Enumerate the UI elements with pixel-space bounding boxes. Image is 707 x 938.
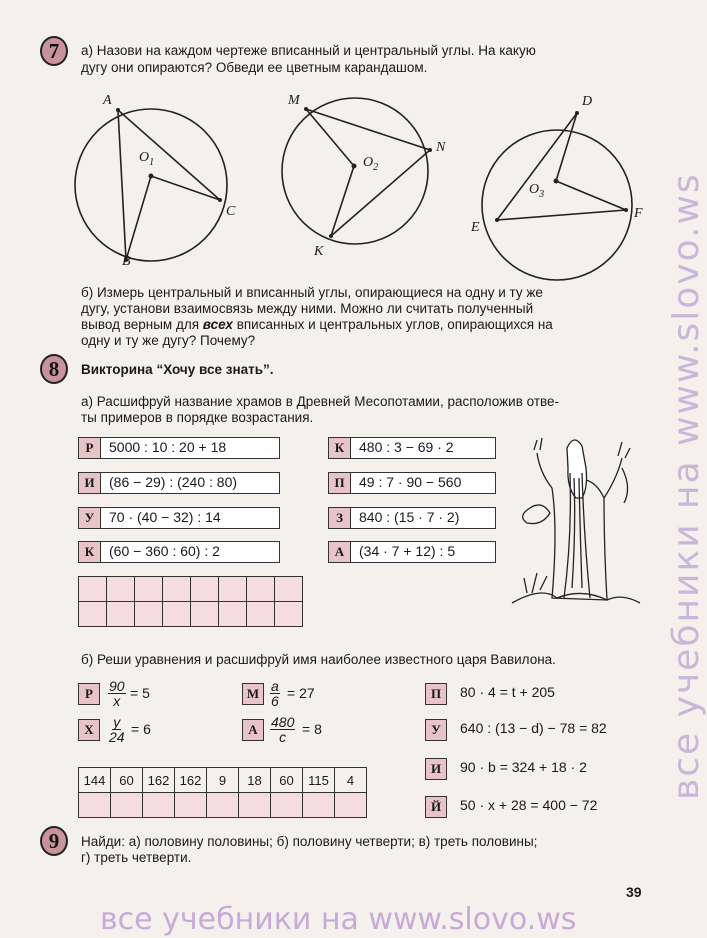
task-8-part-b: б) Реши уравнения и расшифруй имя наиболее известного царя Вавилона.	[81, 652, 556, 667]
example-box	[78, 437, 280, 459]
example-expression: 5000 : 10 : 20 + 18	[109, 439, 227, 455]
eq-text: 90 · b = 324 + 18 · 2	[460, 759, 587, 775]
example-box	[78, 472, 280, 494]
eq-fraction: $\frac{90}{x}$	[109, 678, 125, 709]
label-K: K	[314, 244, 324, 259]
eq-letter-m: М	[242, 683, 264, 705]
eq-text: 80 · 4 = t + 205	[460, 684, 555, 700]
inscribed-angle-3	[497, 113, 626, 220]
label-A: A	[103, 93, 112, 108]
example-letter: К	[329, 438, 351, 458]
example-box	[78, 541, 280, 563]
example-box	[328, 541, 496, 563]
eq-letter-u: У	[425, 719, 447, 741]
example-box	[328, 437, 496, 459]
example-letter: К	[79, 542, 101, 562]
answer-cell: 4	[335, 768, 367, 793]
label-M: M	[288, 93, 300, 108]
central-angle-2	[306, 109, 354, 236]
eq-rest: = 8	[302, 721, 322, 737]
example-letter: П	[329, 473, 351, 493]
example-letter: З	[329, 508, 351, 528]
eq-fraction: $\frac{480}{c}$	[271, 714, 295, 745]
label-C: C	[226, 204, 236, 219]
task-9-line1: Найди: а) половину половины; б) половину четверти; в) треть половины;	[81, 834, 538, 849]
answer-cell: 162	[143, 768, 175, 793]
answer-cell: 60	[271, 768, 303, 793]
eq-fraction: $\frac{y}{24}$	[109, 714, 125, 745]
watermark-bottom: все учебники на www.slovo.ws	[100, 902, 577, 937]
task-8-part-a-line2: ты примеров в порядке возрастания.	[81, 410, 314, 425]
task-7-part-b-line1: б) Измерь центральный и вписанный углы, опирающиеся на одну и ту же	[81, 285, 543, 300]
task-8-title: Викторина “Хочу все знать”.	[81, 362, 274, 377]
circle-3	[482, 130, 632, 280]
eq-letter-i: И	[425, 758, 447, 780]
eq-rest: = 5	[130, 685, 150, 701]
example-expression: 840 : (15 · 7 · 2)	[359, 509, 460, 525]
example-expression: 480 : 3 − 69 · 2	[359, 439, 454, 455]
answer-cell: 144	[79, 768, 111, 793]
label-D: D	[582, 94, 593, 109]
example-letter: И	[79, 473, 101, 493]
example-expression: 49 : 7 · 90 − 560	[359, 474, 462, 490]
example-expression: (34 · 7 + 12) : 5	[359, 543, 456, 559]
eq-text: 50 · x + 28 = 400 − 72	[460, 797, 598, 813]
example-expression: (60 − 360 : 60) : 2	[109, 543, 220, 559]
answer-cell: 60	[111, 768, 143, 793]
answer-cell: 9	[207, 768, 239, 793]
task-7-part-b-line3: вывод верным для всех вписанных и центральных углов, опирающихся на	[81, 317, 553, 332]
answer-cell: 115	[303, 768, 335, 793]
example-box	[78, 507, 280, 529]
eq-rest: = 27	[287, 685, 315, 701]
task-7-part-b-line4: одну и ту же дугу? Почему?	[81, 333, 256, 348]
answer-grid-temples	[78, 576, 303, 627]
label-O3: $O_3$	[529, 182, 545, 200]
task-7-part-a-line1: а) Назови на каждом чертеже вписанный и центральный углы. На какую	[81, 43, 536, 58]
example-letter: У	[79, 508, 101, 528]
task-9-line2: г) треть четверти.	[81, 850, 192, 865]
eq-letter-p: П	[425, 683, 447, 705]
example-box	[328, 507, 496, 529]
label-O2: $O_2$	[363, 155, 379, 173]
eq-letter-y: Й	[425, 796, 447, 818]
wizard-illustration	[512, 428, 642, 618]
label-B: B	[122, 254, 131, 269]
watermark-side: все учебники на www.slovo.ws	[666, 172, 707, 800]
eq-letter-r: Р	[78, 683, 100, 705]
circle-diagrams	[60, 88, 660, 278]
answer-grid-king	[78, 767, 367, 818]
answer-cell: 162	[175, 768, 207, 793]
label-E: E	[471, 220, 480, 235]
eq-rest: = 6	[131, 721, 151, 737]
task-7-part-b-line2: дугу, установи взаимосвязь между ними. Можно ли считать полученный	[81, 301, 534, 316]
label-O1: $O_1$	[139, 150, 155, 168]
eq-fraction: $\frac{a}{6}$	[271, 678, 279, 709]
eq-letter-kh: Х	[78, 719, 100, 741]
task-8-part-a-line1: а) Расшифруй название храмов в Древней Месопотамии, расположив отве-	[81, 394, 560, 409]
task-7-badge: 7	[40, 36, 68, 66]
task-9-badge: 9	[40, 826, 68, 856]
eq-letter-a: А	[242, 719, 264, 741]
task-7-part-a-line2: дугу они опираются? Обведи ее цветным карандашом.	[81, 60, 428, 75]
page-number: 39	[626, 884, 642, 900]
example-letter: А	[329, 542, 351, 562]
task-8-badge: 8	[40, 354, 68, 384]
example-box	[328, 472, 496, 494]
label-F: F	[634, 206, 643, 221]
label-N: N	[436, 140, 446, 155]
eq-text: 640 : (13 − d) − 78 = 82	[460, 720, 607, 736]
answer-cell: 18	[239, 768, 271, 793]
example-expression: (86 − 29) : (240 : 80)	[109, 474, 238, 490]
example-expression: 70 · (40 − 32) : 14	[109, 509, 221, 525]
example-letter: Р	[79, 438, 101, 458]
